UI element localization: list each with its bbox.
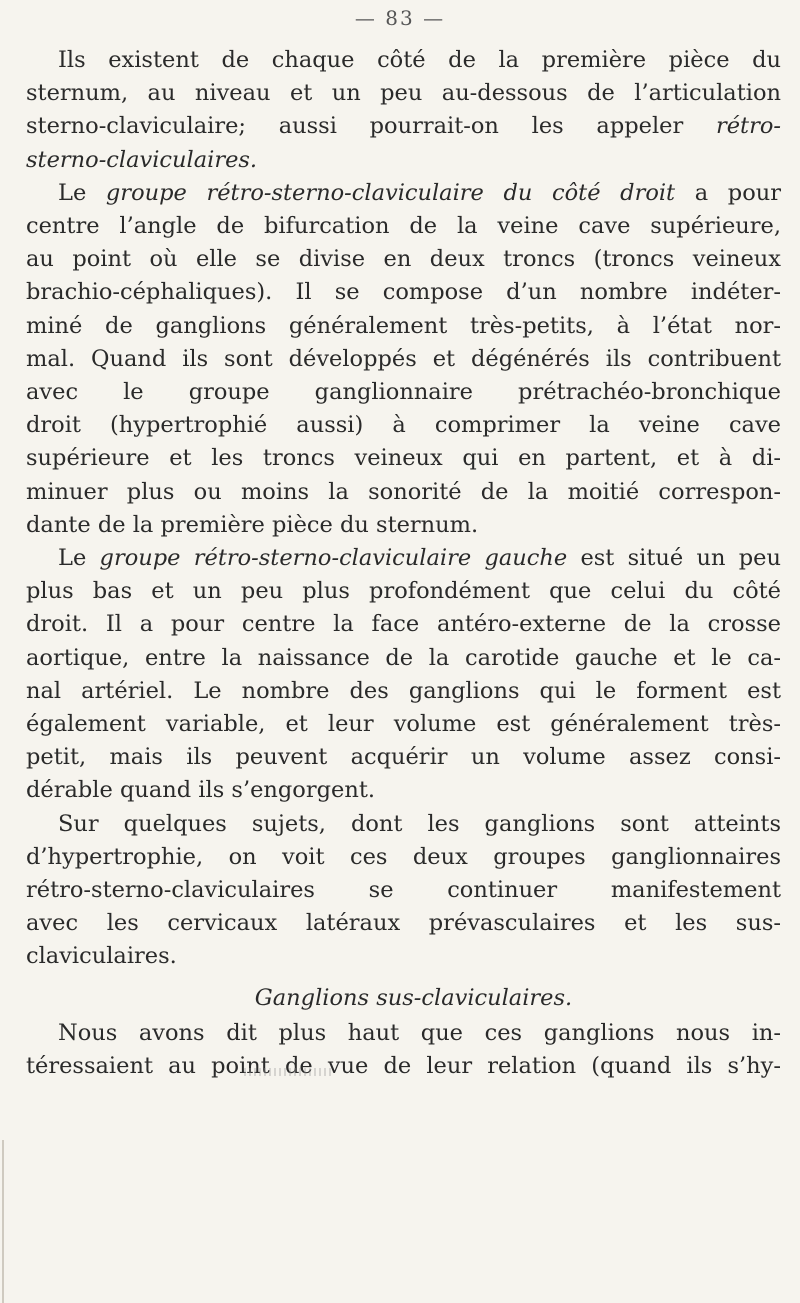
text-line: Ils existent de chaque côté de la première pièce du — [58, 47, 781, 73]
text-line: petit, mais ils peuvent acquérir un volume assez consi- — [26, 744, 781, 771]
italic-term: rétro- — [715, 113, 781, 140]
text-line: sternum, au niveau et un peu au-dessous de l’articulation — [26, 80, 781, 107]
paragraph-2 — [26, 177, 781, 542]
page-edge-shadow — [2, 1140, 4, 1303]
text-line: avec les cervicaux latéraux prévasculaires et les sus- — [26, 910, 781, 937]
text-line: brachio-céphaliques). Il se compose d’un nombre indéter- — [26, 279, 781, 306]
text-run: Le — [58, 179, 106, 206]
paragraph-1 — [26, 44, 781, 177]
italic-term: groupe rétro-sterno-claviculaire du côté droit — [105, 179, 676, 206]
text-line: avec le groupe ganglionnaire prétrachéo-bronchique — [26, 379, 781, 406]
text-line: plus bas et un peu plus profondément que celui du côté — [26, 578, 781, 605]
text-run: Le — [58, 545, 100, 572]
section-heading: Ganglions sus-claviculaires. — [254, 984, 573, 1011]
text-run: a pour — [675, 179, 781, 206]
text-line: aortique, entre la naissance de la carotide gauche et le ca- — [26, 644, 781, 671]
text-line: droit. Il a pour centre la face antéro-externe de la crosse — [26, 611, 781, 638]
text-line: rétro-sterno-claviculaires se continuer manifestement — [26, 877, 781, 904]
print-smudge — [244, 1068, 334, 1076]
text-line — [26, 542, 781, 575]
text-line: nal artériel. Le nombre des ganglions qui le forment est — [26, 677, 781, 704]
text-line: également variable, et leur volume est généralement très- — [26, 711, 781, 738]
text-line: minuer plus ou moins la sonorité de la moitié correspon- — [26, 478, 781, 505]
body-text — [26, 44, 781, 1083]
italic-term: groupe rétro-sterno-claviculaire gauche — [99, 545, 568, 572]
text-line: miné de ganglions généralement très-petits, à l’état nor- — [26, 312, 781, 339]
text-line: droit (hypertrophié aussi) à comprimer la veine cave — [26, 412, 781, 439]
text-line: dante de la première pièce du sternum. — [26, 511, 479, 538]
text-line: au point où elle se divise en deux troncs (troncs veineux — [26, 246, 781, 273]
text-line: centre l’angle de bifurcation de la veine cave supérieure, — [26, 213, 781, 240]
paragraph-4 — [26, 808, 781, 974]
text-line: mal. Quand ils sont développés et dégénérés ils contribuent — [26, 345, 781, 372]
text-line — [26, 144, 781, 177]
text-line: d’hypertrophie, on voit ces deux groupes ganglionnaires — [26, 843, 781, 870]
page-number: — 83 — — [354, 6, 446, 30]
text-line: téressaient au point de vue de leur relation (quand ils s’hy- — [26, 1053, 781, 1080]
italic-term: sterno-claviculaires. — [26, 146, 258, 173]
text-line — [26, 177, 781, 210]
text-line: supérieure et les troncs veineux qui en partent, et à di- — [26, 445, 781, 472]
text-line: Nous avons dit plus haut que ces ganglions nous in- — [58, 1019, 781, 1046]
text-line: Sur quelques sujets, dont les ganglions sont atteints — [58, 810, 781, 837]
text-line: dérable quand ils s’engorgent. — [26, 777, 376, 804]
paragraph-3 — [26, 542, 781, 808]
paragraph-5 — [26, 1017, 781, 1083]
text-line — [26, 110, 781, 143]
text-run: est situé un peu — [567, 545, 781, 572]
text-run: sterno-claviculaire; aussi pourrait-on les appeler — [26, 113, 716, 140]
text-line: claviculaires. — [26, 943, 177, 970]
